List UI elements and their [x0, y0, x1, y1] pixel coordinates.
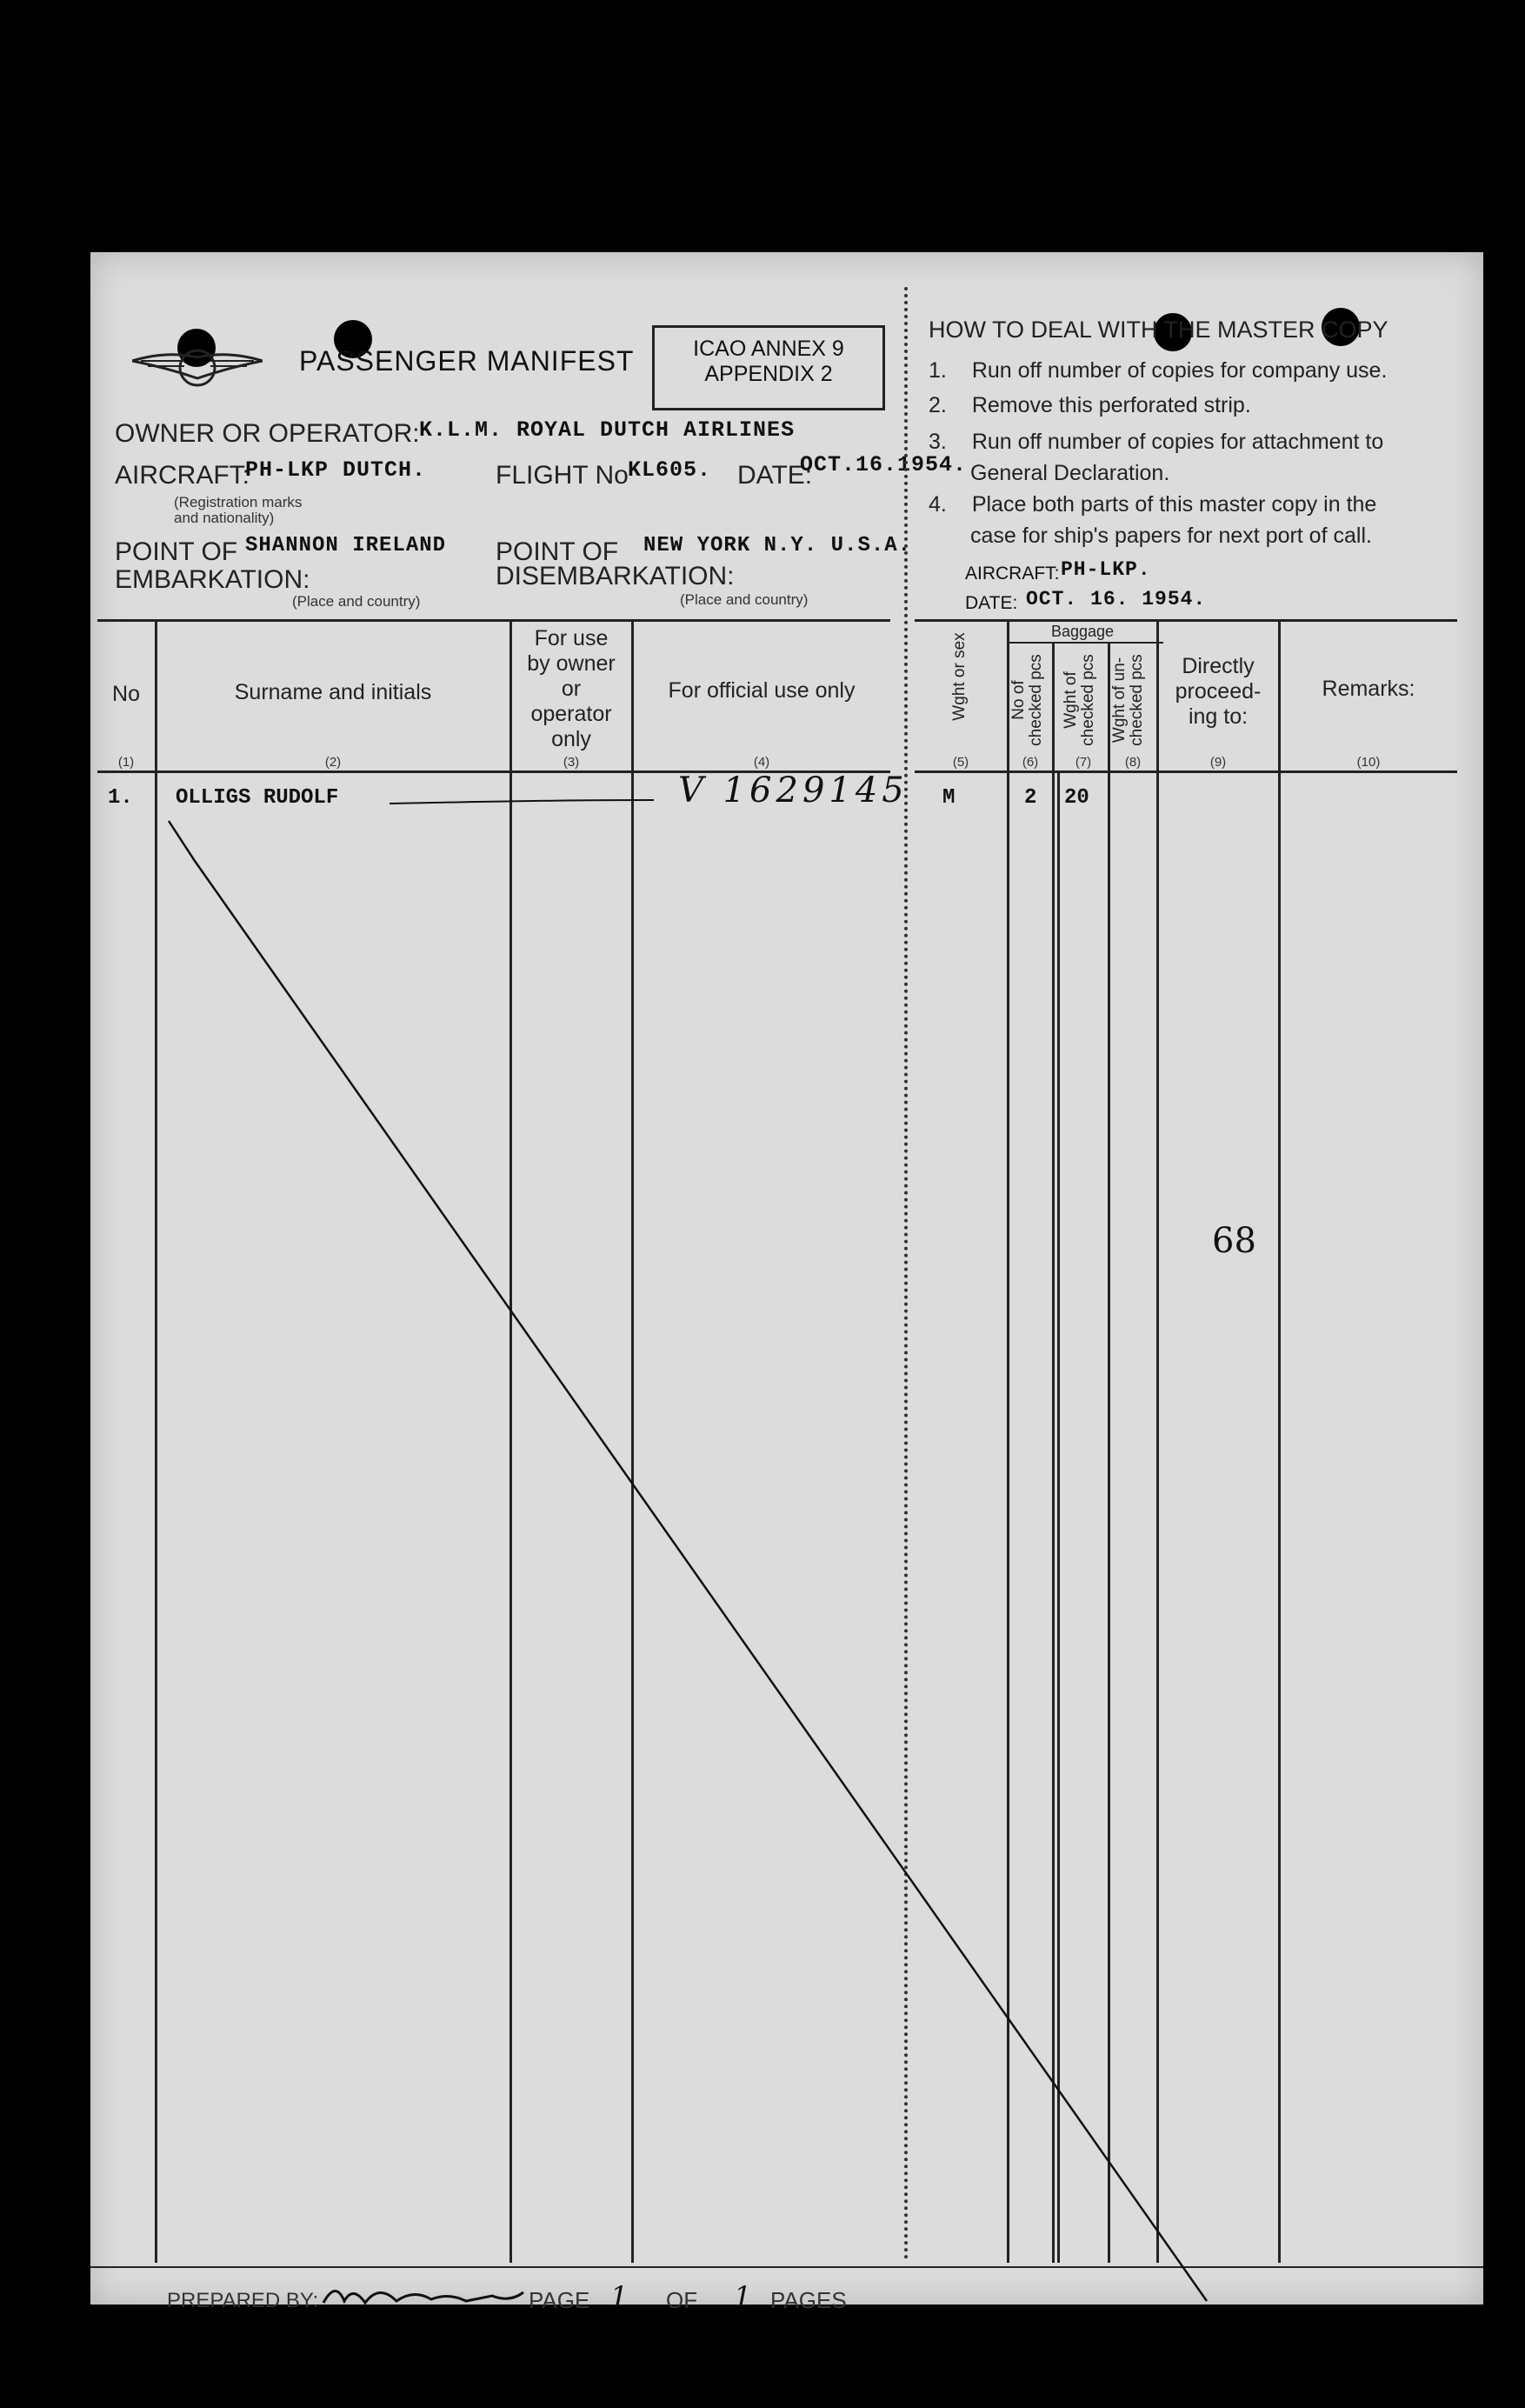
page-value: 1 — [610, 2280, 629, 2313]
aircraft-value: PH-LKP DUTCH. — [245, 457, 427, 483]
header-remarks: Remarks: — [1322, 677, 1415, 701]
header-line: Directly — [1182, 654, 1255, 678]
embark-label-2: EMBARKATION: — [115, 565, 310, 594]
header-line: only — [551, 727, 591, 751]
row-official: V 1629145 — [678, 770, 909, 810]
instruction-text: Place both parts of this master copy in the — [971, 492, 1377, 517]
instruction-text: Run off number of copies for attachment to — [971, 430, 1384, 454]
col-number: (1) — [117, 755, 135, 770]
date-label: DATE: — [737, 461, 813, 490]
embark-value: SHANNON IRELAND — [245, 534, 447, 557]
header-line: by owner — [527, 651, 616, 676]
header-official: For official use only — [668, 678, 856, 703]
owner-value: K.L.M. ROYAL DUTCH AIRLINES — [419, 417, 796, 443]
instr-aircraft-value: PH-LKP. — [1061, 558, 1151, 581]
col-number: (8) — [1124, 755, 1142, 770]
disembark-label-2: DISEMBARKATION: — [496, 562, 735, 590]
instruction-text: General Declaration. — [970, 461, 1170, 485]
annex-line2: APPENDIX 2 — [704, 362, 833, 386]
header-line: operator — [530, 702, 612, 726]
instruction-num: 2. — [929, 393, 947, 417]
prepared-label: PREPARED BY: — [167, 2289, 319, 2312]
pages-value: 1 — [734, 2280, 752, 2313]
header-line: checked pcs — [1128, 654, 1146, 746]
annex-line1: ICAO ANNEX 9 — [693, 337, 844, 361]
aircraft-label: AIRCRAFT: — [115, 461, 250, 490]
col-number: (7) — [1075, 755, 1092, 770]
col-number: (4) — [753, 755, 770, 770]
row-no: 1. — [108, 786, 133, 810]
header-wght-sex: Wght or sex — [950, 632, 969, 721]
row-checked-wght: 20 — [1064, 786, 1089, 810]
instructions-title: HOW TO DEAL WITH THE MASTER COPY — [929, 317, 1388, 343]
header-line: proceed- — [1175, 679, 1262, 704]
header-baggage: Baggage — [1050, 623, 1115, 640]
manifest-title: PASSENGER MANIFEST — [299, 345, 635, 377]
col-number: (2) — [324, 755, 342, 770]
row-sex: M — [942, 786, 956, 810]
instruction-text: Run off number of copies for company use. — [971, 358, 1388, 383]
header-no: No — [112, 682, 140, 706]
date-value: OCT.16.1954. — [800, 452, 968, 477]
disembark-value: NEW YORK N.Y. U.S.A. — [643, 534, 912, 557]
embark-label-1: POINT OF — [115, 537, 238, 566]
cancel-strike-lines — [90, 252, 1483, 2305]
disembark-note: (Place and country) — [680, 591, 809, 608]
instr-date-label: DATE: — [965, 593, 1018, 613]
header-line: For use — [534, 626, 609, 650]
header-line: or — [561, 677, 582, 701]
manifest-paper — [90, 252, 1483, 2313]
aircraft-note-1: (Registration marks — [174, 494, 303, 510]
col-number: (9) — [1209, 755, 1227, 770]
instr-aircraft-label: AIRCRAFT: — [965, 564, 1060, 584]
instr-date-value: OCT. 16. 1954. — [1026, 588, 1207, 610]
header-line: checked pcs — [1027, 654, 1045, 746]
row-checked-pcs: 2 — [1024, 786, 1037, 810]
of-label: OF — [666, 2287, 698, 2313]
page-label: PAGE — [529, 2287, 590, 2313]
instruction-num: 4. — [929, 492, 947, 517]
owner-label: OWNER OR OPERATOR: — [115, 419, 420, 448]
header-surname: Surname and initials — [234, 680, 432, 704]
flight-value: KL605. — [628, 457, 712, 483]
header-line: Wght of un- — [1110, 657, 1129, 744]
instruction-num: 3. — [929, 430, 947, 454]
col-number: (3) — [563, 755, 580, 770]
embark-note: (Place and country) — [292, 593, 421, 610]
disembark-label-1: POINT OF — [496, 537, 619, 566]
instruction-text: case for ship's papers for next port of call. — [970, 524, 1372, 548]
signature-icon — [318, 2277, 527, 2311]
flight-label: FLIGHT No — [496, 461, 629, 490]
header-line: No of — [1009, 680, 1028, 720]
col-number: (5) — [952, 755, 969, 770]
instruction-num: 1. — [929, 358, 947, 383]
col-number: (6) — [1022, 755, 1039, 770]
row-surname: OLLIGS RUDOLF — [176, 786, 339, 810]
aircraft-note-2: and nationality) — [174, 510, 275, 526]
pages-label: PAGES — [770, 2287, 847, 2313]
instruction-text: Remove this perforated strip. — [971, 393, 1251, 417]
header-line: checked pcs — [1079, 654, 1097, 746]
header-line: ing to: — [1188, 704, 1249, 729]
stamp-number: 68 — [1212, 1221, 1256, 1261]
col-number: (10) — [1356, 755, 1381, 770]
header-line: Wght of — [1062, 671, 1080, 729]
